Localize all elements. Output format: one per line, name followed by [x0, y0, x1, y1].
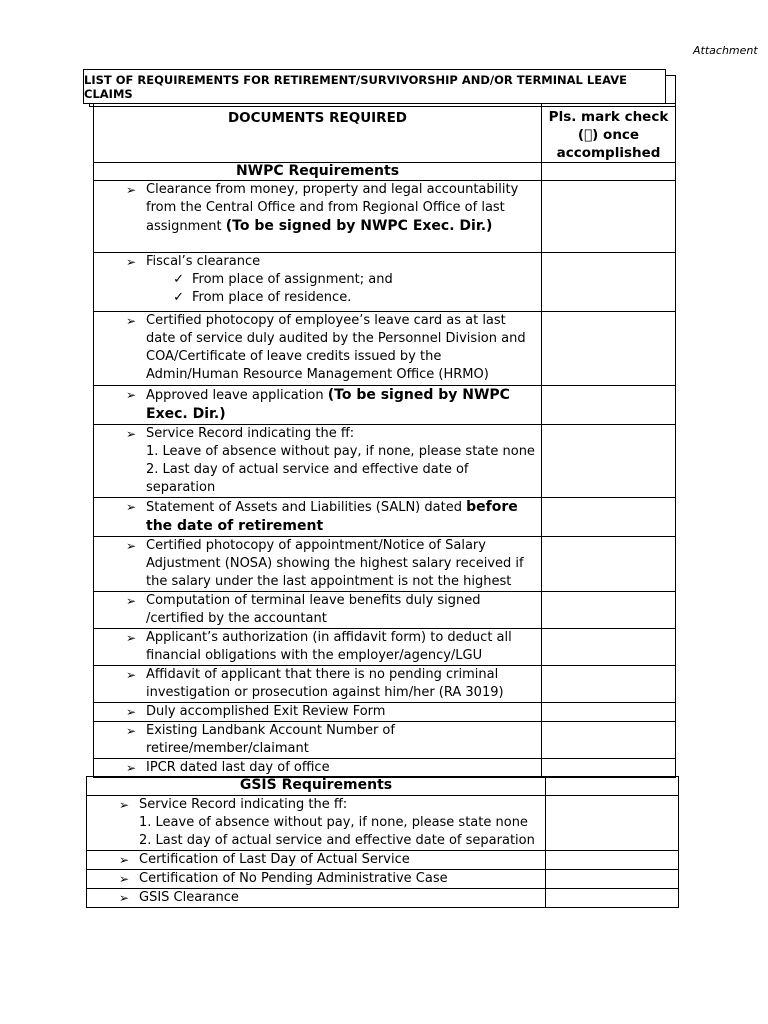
requirement-item: [94, 666, 541, 702]
requirement-cell: [87, 851, 546, 870]
requirement-text: Existing Landbank Account Number of retiree/member/claimant: [146, 723, 395, 756]
check-cell[interactable]: [542, 386, 676, 425]
requirement-text-block: [146, 703, 541, 721]
requirement-text-block: [146, 386, 541, 424]
requirement-text: Applicant’s authorization (in affidavit form) to deduct all financial obligations with the employer/agency/LGU: [146, 630, 512, 663]
header-row: [94, 104, 676, 163]
requirement-cell: [94, 629, 542, 666]
check-column-header: [542, 104, 676, 163]
check-cell[interactable]: [542, 666, 676, 703]
arrow-bullet-icon: ➢: [125, 761, 136, 775]
requirement-emphasis: (To be signed by NWPC Exec. Dir.): [225, 218, 493, 234]
arrow-bullet-icon: ➢: [118, 872, 129, 886]
requirement-row: [87, 851, 679, 870]
requirement-cell: [94, 592, 542, 629]
arrow-bullet-icon: ➢: [118, 891, 129, 905]
requirement-row: [94, 181, 676, 253]
requirement-cell: [94, 759, 542, 778]
requirement-text-block: [146, 425, 541, 497]
arrow-bullet-icon: ➢: [125, 631, 136, 645]
requirement-item: [87, 889, 545, 907]
requirement-text: Approved leave application: [146, 388, 328, 403]
requirement-row: [94, 759, 676, 778]
arrow-bullet-icon: ➢: [125, 724, 136, 738]
requirement-text-block: [146, 759, 541, 777]
requirement-text: Service Record indicating the ff:: [139, 797, 348, 812]
requirement-text-block: [146, 722, 541, 758]
requirement-text-block: [146, 629, 541, 665]
requirement-row: [94, 253, 676, 312]
requirement-cell: [94, 703, 542, 722]
arrow-bullet-icon: ➢: [125, 705, 136, 719]
requirement-item: [87, 870, 545, 888]
requirement-row: [87, 796, 679, 851]
requirement-cell: [94, 386, 542, 425]
requirement-text: Duly accomplished Exit Review Form: [146, 704, 386, 719]
documents-required-header: DOCUMENTS REQUIRED: [94, 104, 542, 163]
requirement-text-block: [146, 498, 541, 536]
requirement-subline: 2. Last day of actual service and effective date of separation: [139, 833, 535, 848]
check-cell[interactable]: [546, 851, 679, 870]
arrow-bullet-icon: ➢: [118, 853, 129, 867]
check-cell[interactable]: [542, 629, 676, 666]
requirement-cell: [94, 498, 542, 537]
requirement-cell: [87, 870, 546, 889]
sub-item-text: From place of assignment; and: [192, 272, 393, 287]
requirement-cell: [87, 889, 546, 908]
requirement-row: [87, 889, 679, 908]
requirement-item: [94, 386, 541, 424]
arrow-bullet-icon: ➢: [125, 314, 136, 328]
check-cell[interactable]: [542, 537, 676, 592]
check-header-line3: accomplished: [556, 145, 661, 161]
check-header-line1: Pls. mark check: [548, 109, 669, 125]
requirement-text: Certification of No Pending Administrative Case: [139, 871, 448, 886]
requirement-text: Affidavit of applicant that there is no pending criminal investigation or prosecution against him/her (RA 3019): [146, 667, 504, 700]
requirement-row: [94, 498, 676, 537]
requirement-cell: [94, 666, 542, 703]
requirement-item: [94, 498, 541, 536]
requirement-item: [94, 537, 541, 591]
requirement-cell: [94, 181, 542, 253]
check-cell[interactable]: [546, 796, 679, 851]
arrow-bullet-icon: ➢: [125, 183, 136, 197]
sub-item: [94, 271, 541, 289]
requirement-text: Certified photocopy of appointment/Notice of Salary Adjustment (NOSA) showing the highest salary received if the salary under the last appointment is not the highest: [146, 538, 524, 589]
check-cell[interactable]: [542, 425, 676, 498]
nwpc-section-title: NWPC Requirements: [94, 163, 542, 181]
requirement-text-block: [139, 870, 545, 888]
requirement-subline: 1. Leave of absence without pay, if none, please state none: [139, 815, 528, 830]
requirement-emphasis: (To be signed by NWPC Exec. Dir.): [146, 387, 510, 422]
requirement-text-block: [146, 537, 541, 591]
requirement-text-block: [139, 851, 545, 869]
requirement-item: [94, 592, 541, 628]
document-title: LIST OF REQUIREMENTS FOR RETIREMENT/SURVIVORSHIP AND/OR TERMINAL LEAVE CLAIMS: [83, 69, 666, 104]
gsis-items: [87, 796, 679, 908]
requirement-text-block: [139, 796, 545, 850]
requirement-text: Service Record indicating the ff:: [146, 426, 355, 441]
requirement-text-block: [139, 889, 545, 907]
requirement-item: [94, 253, 541, 271]
requirement-text: Fiscal’s clearance: [146, 254, 261, 269]
requirement-cell: [94, 425, 542, 498]
requirement-cell: [94, 537, 542, 592]
arrow-bullet-icon: ➢: [125, 255, 136, 269]
requirement-item: [94, 425, 541, 497]
requirement-text-block: [146, 181, 541, 236]
requirement-row: [94, 425, 676, 498]
requirement-item: [94, 181, 541, 236]
section-title-row: [87, 777, 679, 796]
check-cell[interactable]: [542, 703, 676, 722]
check-cell[interactable]: [546, 870, 679, 889]
requirement-row: [94, 722, 676, 759]
requirement-text-block: [146, 666, 541, 702]
requirement-text: Statement of Assets and Liabilities (SALN) dated: [146, 500, 467, 515]
requirement-emphasis: before the date of retirement: [146, 499, 518, 534]
requirement-text: Clearance from money, property and legal accountability from the Central Office and from Regional Office of last assignment: [146, 182, 519, 234]
check-cell[interactable]: [542, 163, 676, 181]
nwpc-requirements-table: [93, 103, 676, 778]
checkmark-bullet-icon: ✓: [173, 290, 184, 305]
arrow-bullet-icon: ➢: [125, 500, 136, 514]
arrow-bullet-icon: ➢: [125, 427, 136, 441]
requirement-row: [94, 629, 676, 666]
arrow-bullet-icon: ➢: [125, 668, 136, 682]
requirement-row: [94, 312, 676, 386]
requirement-row: [87, 870, 679, 889]
requirement-cell: [87, 796, 546, 851]
requirement-subline: 2. Last day of actual service and effective date of separation: [146, 462, 469, 495]
requirement-text: IPCR dated last day of office: [146, 760, 330, 775]
requirement-text: GSIS Clearance: [139, 890, 239, 905]
check-cell[interactable]: [542, 181, 676, 253]
attachment-label: Attachment: [693, 44, 758, 57]
requirement-cell: [94, 722, 542, 759]
requirement-row: [94, 666, 676, 703]
requirement-item: [94, 759, 541, 777]
arrow-bullet-icon: ➢: [125, 539, 136, 553]
section-title-row: [94, 163, 676, 181]
requirement-row: [94, 386, 676, 425]
check-cell[interactable]: [546, 777, 679, 796]
requirement-row: [94, 537, 676, 592]
requirement-row: [94, 592, 676, 629]
requirement-item: [87, 796, 545, 850]
gsis-requirements-table: [86, 776, 679, 908]
arrow-bullet-icon: ➢: [125, 594, 136, 608]
requirement-text-block: [146, 253, 541, 271]
gsis-section-title: GSIS Requirements: [87, 777, 546, 796]
nwpc-items: [94, 181, 676, 778]
requirement-item: [94, 703, 541, 721]
check-cell[interactable]: [542, 253, 676, 312]
check-cell[interactable]: [546, 889, 679, 908]
requirement-item: [87, 851, 545, 869]
requirement-text: Computation of terminal leave benefits duly signed /certified by the accountant: [146, 593, 481, 626]
sub-item-text: From place of residence.: [192, 290, 352, 305]
checkmark-bullet-icon: ✓: [173, 272, 184, 287]
requirement-cell: [94, 312, 542, 386]
requirement-item: [94, 312, 541, 384]
arrow-bullet-icon: ➢: [118, 798, 129, 812]
requirement-item: [94, 722, 541, 758]
check-cell[interactable]: [542, 592, 676, 629]
check-cell[interactable]: [542, 498, 676, 537]
arrow-bullet-icon: ➢: [125, 388, 136, 402]
sub-item: [94, 289, 541, 307]
check-cell[interactable]: [542, 312, 676, 386]
requirement-subline: 1. Leave of absence without pay, if none, please state none: [146, 444, 535, 459]
requirement-text: Certified photocopy of employee’s leave card as at last date of service duly audited by the Personnel Division and COA/Certificate of leave credits issued by the Admin/Human Resource Management Office (HRMO): [146, 313, 526, 382]
requirement-text-block: [146, 312, 541, 384]
requirement-cell: [94, 253, 542, 312]
requirement-text: Certification of Last Day of Actual Service: [139, 852, 410, 867]
requirement-row: [94, 703, 676, 722]
check-cell[interactable]: [542, 759, 676, 778]
check-header-line2: ( ) once: [577, 127, 640, 143]
requirement-item: [94, 629, 541, 665]
requirement-text-block: [146, 592, 541, 628]
check-cell[interactable]: [542, 722, 676, 759]
